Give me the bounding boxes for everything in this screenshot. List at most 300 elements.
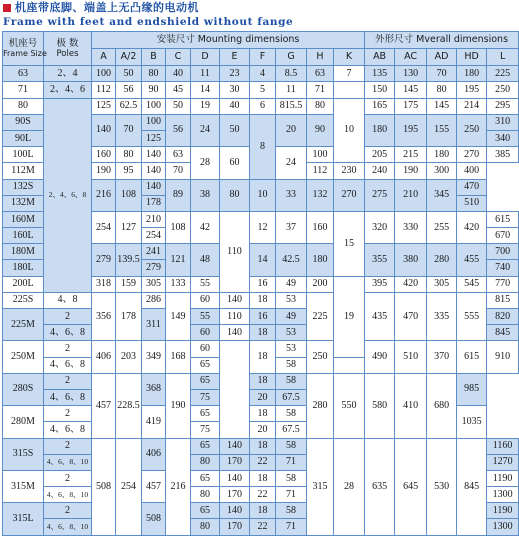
dimension-cell: 19 bbox=[191, 98, 220, 114]
dimension-cell: 40 bbox=[166, 66, 191, 82]
column-header: A/2 bbox=[116, 49, 142, 66]
dimension-cell: 58 bbox=[276, 470, 307, 486]
dimension-cell: 10 bbox=[250, 179, 276, 211]
frame-size-cell: 160L bbox=[3, 228, 44, 244]
dimension-cell: 65 bbox=[191, 438, 220, 454]
dimension-cell: 230 bbox=[334, 163, 365, 179]
dimension-cell: 1190 bbox=[487, 470, 519, 486]
dimension-cell bbox=[220, 341, 250, 438]
column-header: AD bbox=[427, 49, 457, 66]
dimension-cell: 510 bbox=[395, 341, 427, 373]
dimension-cell: 45 bbox=[166, 82, 191, 98]
dimension-cell: 50 bbox=[220, 114, 250, 146]
dimension-cell: 305 bbox=[427, 276, 457, 292]
dimension-cell: 67.5 bbox=[276, 422, 307, 438]
dimension-cell: 121 bbox=[166, 244, 191, 276]
dimension-cell: 14 bbox=[250, 244, 276, 276]
header-mounting: 安装尺寸 Mounting dimensions bbox=[92, 32, 365, 49]
dimension-cell: 70 bbox=[166, 163, 191, 179]
dimension-cell: 645 bbox=[395, 438, 427, 535]
frame-size-cell: 225S bbox=[3, 292, 44, 308]
dimension-cell: 380 bbox=[395, 244, 427, 276]
poles-cell: 2、4、6、8 bbox=[44, 98, 92, 292]
dimension-cell: 55 bbox=[191, 309, 220, 325]
dimension-cell: 63 bbox=[307, 66, 334, 82]
dimension-cell: 5 bbox=[250, 82, 276, 98]
frame-size-cell: 200L bbox=[3, 276, 44, 292]
dimension-cell: 58 bbox=[276, 357, 307, 373]
poles-cell: 4、6、8 bbox=[44, 325, 92, 341]
dimension-cell: 215 bbox=[395, 147, 427, 163]
dimension-cell: 318 bbox=[92, 276, 116, 292]
column-header: AC bbox=[395, 49, 427, 66]
dimension-cell: 490 bbox=[365, 341, 395, 373]
dimension-cell: 145 bbox=[427, 98, 457, 114]
dimension-cell: 63 bbox=[166, 147, 191, 163]
dimension-cell: 190 bbox=[92, 163, 116, 179]
poles-cell: 2 bbox=[44, 309, 92, 325]
dimension-cell: 210 bbox=[395, 179, 427, 211]
dimension-cell: 70 bbox=[116, 114, 142, 146]
dimension-cell: 110 bbox=[220, 211, 250, 292]
dimension-cell: 815 bbox=[487, 292, 519, 308]
dimension-cell: 170 bbox=[220, 454, 250, 470]
dimension-cell: 1190 bbox=[487, 503, 519, 519]
dimension-cell: 180 bbox=[457, 66, 487, 82]
dimension-cell: 49 bbox=[276, 276, 307, 292]
dimension-cell: 340 bbox=[487, 130, 519, 146]
dimension-cell: 530 bbox=[427, 438, 457, 535]
dimension-cell: 140 bbox=[92, 114, 116, 146]
dimension-cell: 180 bbox=[365, 114, 395, 146]
frame-size-cell: 315L bbox=[3, 503, 44, 536]
dimension-cell: 70 bbox=[427, 66, 457, 82]
poles-cell: 2 bbox=[44, 341, 92, 357]
column-header: F bbox=[250, 49, 276, 66]
dimension-cell: 320 bbox=[365, 211, 395, 243]
header-poles: 极 数 Poles bbox=[44, 32, 92, 66]
dimension-cell: 16 bbox=[250, 309, 276, 325]
dimension-cell: 305 bbox=[142, 276, 166, 292]
dimension-cell: 24 bbox=[276, 147, 307, 179]
dimension-cell: 60 bbox=[191, 325, 220, 341]
dimension-cell: 53 bbox=[276, 292, 307, 308]
column-header: D bbox=[191, 49, 220, 66]
column-header: A bbox=[92, 49, 116, 66]
dimension-cell: 58 bbox=[276, 503, 307, 519]
dimension-cell: 150 bbox=[365, 82, 395, 98]
table-row bbox=[3, 292, 519, 308]
dimension-cell: 214 bbox=[457, 98, 487, 114]
dimension-cell: 135 bbox=[365, 66, 395, 82]
dimension-cell: 65 bbox=[191, 503, 220, 519]
dimension-cell: 139.5 bbox=[116, 244, 142, 276]
dimension-cell: 270 bbox=[457, 147, 487, 163]
dimension-cell: 255 bbox=[427, 211, 457, 243]
frame-size-cell: 71 bbox=[3, 82, 44, 98]
dimension-cell: 19 bbox=[334, 276, 365, 357]
dimension-cell: 75 bbox=[191, 389, 220, 405]
dimension-cell: 635 bbox=[365, 438, 395, 535]
dimension-cell: 60 bbox=[191, 292, 220, 308]
dimension-cell: 275 bbox=[365, 179, 395, 211]
column-header: C bbox=[166, 49, 191, 66]
dimension-cell: 240 bbox=[365, 163, 395, 179]
dimension-cell: 140 bbox=[142, 163, 166, 179]
dimension-cell: 845 bbox=[457, 438, 487, 535]
column-header: AB bbox=[365, 49, 395, 66]
dimension-cell: 254 bbox=[92, 211, 116, 243]
table-row bbox=[3, 82, 519, 98]
dimension-cell: 241 bbox=[142, 244, 166, 260]
dimension-cell: 100 bbox=[142, 98, 166, 114]
dimension-cell: 130 bbox=[395, 66, 427, 82]
dimension-cell: 225 bbox=[487, 66, 519, 82]
dimension-cell: 75 bbox=[191, 422, 220, 438]
dimension-cell: 140 bbox=[220, 292, 250, 308]
dimension-cell: 250 bbox=[307, 341, 334, 373]
dimension-cell: 457 bbox=[142, 470, 166, 502]
dimension-cell: 225 bbox=[307, 292, 334, 341]
dimension-cell: 58 bbox=[276, 438, 307, 454]
dimension-cell: 510 bbox=[457, 195, 487, 211]
dimension-cell: 180 bbox=[427, 147, 457, 163]
dimension-cell: 60 bbox=[220, 147, 250, 179]
frame-size-cell: 100L bbox=[3, 147, 44, 163]
dimension-cell: 216 bbox=[166, 438, 191, 535]
dimension-cell: 700 bbox=[487, 244, 519, 260]
dimension-cell: 1160 bbox=[487, 438, 519, 454]
poles-cell: 2、4、6 bbox=[44, 82, 92, 98]
table-row bbox=[3, 438, 519, 454]
dimension-cell: 210 bbox=[142, 211, 166, 227]
dimension-cell: 170 bbox=[220, 519, 250, 536]
frame-size-cell: 63 bbox=[3, 66, 44, 82]
dimension-cell: 195 bbox=[395, 114, 427, 146]
frame-size-cell: 180M bbox=[3, 244, 44, 260]
dimension-cell: 65 bbox=[191, 470, 220, 486]
dimension-cell: 65 bbox=[191, 357, 220, 373]
dimension-cell: 80 bbox=[191, 519, 220, 536]
dimension-cell: 300 bbox=[427, 163, 457, 179]
header-row-1 bbox=[3, 32, 519, 49]
dimension-cell: 1300 bbox=[487, 519, 519, 536]
dimension-cell: 65 bbox=[191, 406, 220, 422]
dimension-cell: 80 bbox=[307, 98, 334, 114]
poles-cell: 2 bbox=[44, 470, 92, 486]
dimension-cell: 200 bbox=[307, 276, 334, 292]
dimension-cell: 58 bbox=[276, 373, 307, 389]
poles-cell: 2 bbox=[44, 438, 92, 454]
dimension-cell: 190 bbox=[166, 373, 191, 438]
dimension-cell: 370 bbox=[427, 341, 457, 373]
dimension-cell: 180 bbox=[307, 244, 334, 276]
dimension-cell: 15 bbox=[334, 211, 365, 276]
table-row bbox=[3, 341, 519, 357]
dimension-cell: 71 bbox=[276, 519, 307, 536]
poles-cell: 4、6、8、10 bbox=[44, 454, 92, 470]
dimension-cell: 18 bbox=[250, 438, 276, 454]
poles-cell: 4、6、8、10 bbox=[44, 519, 92, 536]
dimension-cell: 770 bbox=[487, 276, 519, 292]
dimension-cell: 18 bbox=[250, 470, 276, 486]
poles-cell: 4、6、8 bbox=[44, 389, 92, 405]
dimension-cell: 228.5 bbox=[116, 373, 142, 438]
dimension-cell: 80 bbox=[116, 147, 142, 163]
column-header: K bbox=[334, 49, 365, 66]
dimension-cell: 815.5 bbox=[276, 98, 307, 114]
dimension-cell: 457 bbox=[92, 373, 116, 438]
dimension-cell: 355 bbox=[365, 244, 395, 276]
dimension-cell: 22 bbox=[250, 487, 276, 503]
dimension-cell: 33 bbox=[276, 179, 307, 211]
frame-size-cell: 250M bbox=[3, 341, 44, 373]
dimension-cell: 100 bbox=[142, 114, 166, 130]
dimension-cell: 14 bbox=[191, 82, 220, 98]
dimension-cell: 80 bbox=[220, 179, 250, 211]
frame-size-cell: 315S bbox=[3, 438, 44, 470]
dimension-cell: 820 bbox=[487, 309, 519, 325]
dimension-cell: 7 bbox=[334, 66, 365, 82]
dimension-cell: 40 bbox=[220, 98, 250, 114]
dimension-cell: 112 bbox=[92, 82, 116, 98]
dimension-cell: 178 bbox=[116, 292, 142, 341]
dimension-cell: 100 bbox=[307, 147, 334, 163]
dimension-cell: 18 bbox=[250, 292, 276, 308]
poles-cell: 4、8 bbox=[44, 292, 92, 308]
dimension-cell: 22 bbox=[250, 519, 276, 536]
dimension-cell: 132 bbox=[307, 179, 334, 211]
dimension-cell: 18 bbox=[250, 503, 276, 519]
dimension-cell: 42.5 bbox=[276, 244, 307, 276]
dimension-cell: 406 bbox=[142, 438, 166, 470]
dimension-cell: 680 bbox=[427, 373, 457, 438]
dimension-cell: 419 bbox=[142, 406, 166, 438]
dimension-cell: 155 bbox=[427, 114, 457, 146]
dimension-cell: 1035 bbox=[457, 406, 487, 438]
dimension-cell: 410 bbox=[395, 373, 427, 438]
dimension-cell: 435 bbox=[365, 292, 395, 341]
column-header: HD bbox=[457, 49, 487, 66]
dimension-cell: 38 bbox=[191, 179, 220, 211]
dimension-cell: 286 bbox=[142, 292, 166, 308]
dimension-cell: 80 bbox=[191, 454, 220, 470]
dimension-cell: 168 bbox=[166, 341, 191, 373]
frame-size-cell: 180L bbox=[3, 260, 44, 276]
dimension-cell: 20 bbox=[250, 422, 276, 438]
dimension-cell: 65 bbox=[191, 373, 220, 389]
dimension-cell: 18 bbox=[250, 406, 276, 422]
dimension-cell: 80 bbox=[142, 66, 166, 82]
dimension-cell: 53 bbox=[276, 341, 307, 357]
column-header: B bbox=[142, 49, 166, 66]
dimension-cell: 11 bbox=[191, 66, 220, 82]
dimension-cell: 62.5 bbox=[116, 98, 142, 114]
column-header: L bbox=[487, 49, 519, 66]
dimension-cell: 89 bbox=[166, 179, 191, 211]
dimension-cell: 580 bbox=[365, 373, 395, 438]
dimension-cell: 16 bbox=[250, 276, 276, 292]
dimension-cell: 335 bbox=[427, 292, 457, 341]
dimension-cell: 395 bbox=[365, 276, 395, 292]
frame-size-cell: 280M bbox=[3, 406, 44, 438]
dimension-cell: 56 bbox=[116, 82, 142, 98]
frame-size-cell: 315M bbox=[3, 470, 44, 502]
dimension-cell: 125 bbox=[92, 98, 116, 114]
dimension-cell: 470 bbox=[395, 292, 427, 341]
frame-size-cell: 132S bbox=[3, 179, 44, 195]
dimension-cell: 368 bbox=[142, 373, 166, 405]
dimension-cell: 90 bbox=[142, 82, 166, 98]
dimension-cell: 508 bbox=[142, 503, 166, 536]
dimension-cell: 178 bbox=[142, 195, 166, 211]
frame-size-cell: 90L bbox=[3, 130, 44, 146]
column-header: G bbox=[276, 49, 307, 66]
dimension-cell: 110 bbox=[220, 309, 250, 325]
dimension-cell: 50 bbox=[116, 66, 142, 82]
dimension-cell: 615 bbox=[457, 341, 487, 373]
frame-size-cell: 280S bbox=[3, 373, 44, 405]
dimension-cell: 455 bbox=[457, 244, 487, 276]
dimension-cell: 615 bbox=[487, 211, 519, 227]
dimension-cell: 1270 bbox=[487, 454, 519, 470]
frame-size-cell: 80 bbox=[3, 98, 44, 114]
dimension-cell: 30 bbox=[220, 82, 250, 98]
dimension-cell: 12 bbox=[250, 211, 276, 243]
dimension-cell: 555 bbox=[457, 292, 487, 341]
dimension-cell: 4 bbox=[250, 66, 276, 82]
dimension-cell: 160 bbox=[307, 211, 334, 243]
dimension-cell: 508 bbox=[92, 438, 116, 535]
dimension-cell: 28 bbox=[191, 147, 220, 179]
dimension-cell: 254 bbox=[116, 438, 142, 535]
dimension-cell: 20 bbox=[276, 114, 307, 146]
dimension-cell: 170 bbox=[220, 487, 250, 503]
dimension-cell: 985 bbox=[457, 373, 487, 405]
dimension-cell: 112 bbox=[307, 163, 334, 179]
dimension-cell: 127 bbox=[116, 211, 142, 243]
dimension-cell: 80 bbox=[191, 487, 220, 503]
frame-size-cell: 90S bbox=[3, 114, 44, 130]
dimension-cell: 18 bbox=[250, 373, 276, 389]
dimension-cell: 550 bbox=[334, 373, 365, 438]
dimension-cell: 250 bbox=[487, 82, 519, 98]
dimension-cell: 6 bbox=[250, 98, 276, 114]
dimension-cell: 42 bbox=[191, 211, 220, 243]
dimension-cell: 140 bbox=[220, 325, 250, 341]
dimension-cell: 216 bbox=[92, 179, 116, 211]
dimension-cell: 95 bbox=[116, 163, 142, 179]
dimension-cell: 160 bbox=[92, 147, 116, 163]
dimension-cell: 311 bbox=[142, 309, 166, 341]
dimension-cell: 845 bbox=[487, 325, 519, 341]
dimension-cell: 140 bbox=[142, 147, 166, 163]
page-header bbox=[0, 0, 510, 32]
dimension-cell: 205 bbox=[365, 147, 395, 163]
dimension-cell: 67.5 bbox=[276, 389, 307, 405]
dimension-cell: 11 bbox=[276, 82, 307, 98]
dimension-cell: 49 bbox=[276, 309, 307, 325]
red-square-icon bbox=[3, 4, 11, 12]
dimension-cell: 8 bbox=[250, 114, 276, 179]
poles-cell: 4、6、8、10 bbox=[44, 487, 92, 503]
table-row bbox=[3, 66, 519, 82]
dimension-cell: 108 bbox=[116, 179, 142, 211]
dimension-cell: 250 bbox=[457, 114, 487, 146]
dimension-cell: 145 bbox=[395, 82, 427, 98]
dimension-cell bbox=[334, 82, 365, 98]
dimension-cell: 50 bbox=[166, 98, 191, 114]
dimension-cell: 470 bbox=[457, 179, 487, 195]
dimension-cell: 670 bbox=[487, 228, 519, 244]
dimension-cell: 149 bbox=[166, 292, 191, 341]
column-header: H bbox=[307, 49, 334, 66]
title-english: Frame with feet and endshield without fange bbox=[3, 16, 294, 28]
dimension-cell: 406 bbox=[92, 341, 116, 373]
dimension-cell: 20 bbox=[250, 389, 276, 405]
dimension-cell: 254 bbox=[142, 228, 166, 244]
dimension-cell: 71 bbox=[276, 454, 307, 470]
poles-cell: 2 bbox=[44, 406, 92, 422]
dimension-cell: 385 bbox=[487, 147, 519, 163]
dimension-cell: 330 bbox=[395, 211, 427, 243]
dimension-cell: 140 bbox=[142, 179, 166, 195]
dimension-cell: 58 bbox=[276, 406, 307, 422]
dimension-cell: 22 bbox=[250, 454, 276, 470]
dimension-cell: 279 bbox=[92, 244, 116, 276]
dimension-cell: 190 bbox=[395, 163, 427, 179]
dimension-cell: 203 bbox=[116, 341, 142, 373]
dimension-cell: 37 bbox=[276, 211, 307, 243]
dimension-cell: 80 bbox=[427, 82, 457, 98]
dimension-cell: 108 bbox=[166, 211, 191, 243]
dimension-cell: 23 bbox=[220, 66, 250, 82]
frame-size-cell: 160M bbox=[3, 211, 44, 227]
title-chinese: 机座带底脚、端盖上无凸缘的电动机 bbox=[15, 1, 199, 14]
frame-size-cell: 112M bbox=[3, 163, 44, 179]
dimension-cell: 280 bbox=[427, 244, 457, 276]
table-row bbox=[3, 98, 519, 114]
dimension-cell: 159 bbox=[116, 276, 142, 292]
dimension-cell: 310 bbox=[487, 114, 519, 130]
poles-cell: 2 bbox=[44, 503, 92, 519]
dimension-cell: 28 bbox=[334, 438, 365, 535]
dimension-table bbox=[2, 31, 519, 536]
dimension-cell: 400 bbox=[457, 163, 487, 179]
dimension-cell: 356 bbox=[92, 292, 116, 341]
dimension-cell: 740 bbox=[487, 260, 519, 276]
dimension-cell: 18 bbox=[250, 341, 276, 373]
dimension-cell: 53 bbox=[276, 325, 307, 341]
header-frame-size: 机座号 Frame Size bbox=[3, 32, 44, 66]
dimension-cell: 71 bbox=[276, 487, 307, 503]
dimension-cell: 60 bbox=[191, 341, 220, 357]
dimension-cell: 133 bbox=[166, 276, 191, 292]
dimension-cell: 10 bbox=[334, 98, 365, 163]
dimension-cell: 545 bbox=[457, 276, 487, 292]
dimension-cell: 48 bbox=[191, 244, 220, 276]
dimension-cell: 349 bbox=[142, 341, 166, 373]
dimension-cell: 8.5 bbox=[276, 66, 307, 82]
column-header: E bbox=[220, 49, 250, 66]
dimension-cell: 345 bbox=[427, 179, 457, 211]
dimension-cell: 56 bbox=[166, 114, 191, 146]
dimension-cell: 100 bbox=[92, 66, 116, 82]
frame-size-cell: 225M bbox=[3, 309, 44, 341]
dimension-cell: 90 bbox=[307, 114, 334, 146]
dimension-cell: 270 bbox=[334, 179, 365, 211]
dimension-cell: 125 bbox=[142, 130, 166, 146]
